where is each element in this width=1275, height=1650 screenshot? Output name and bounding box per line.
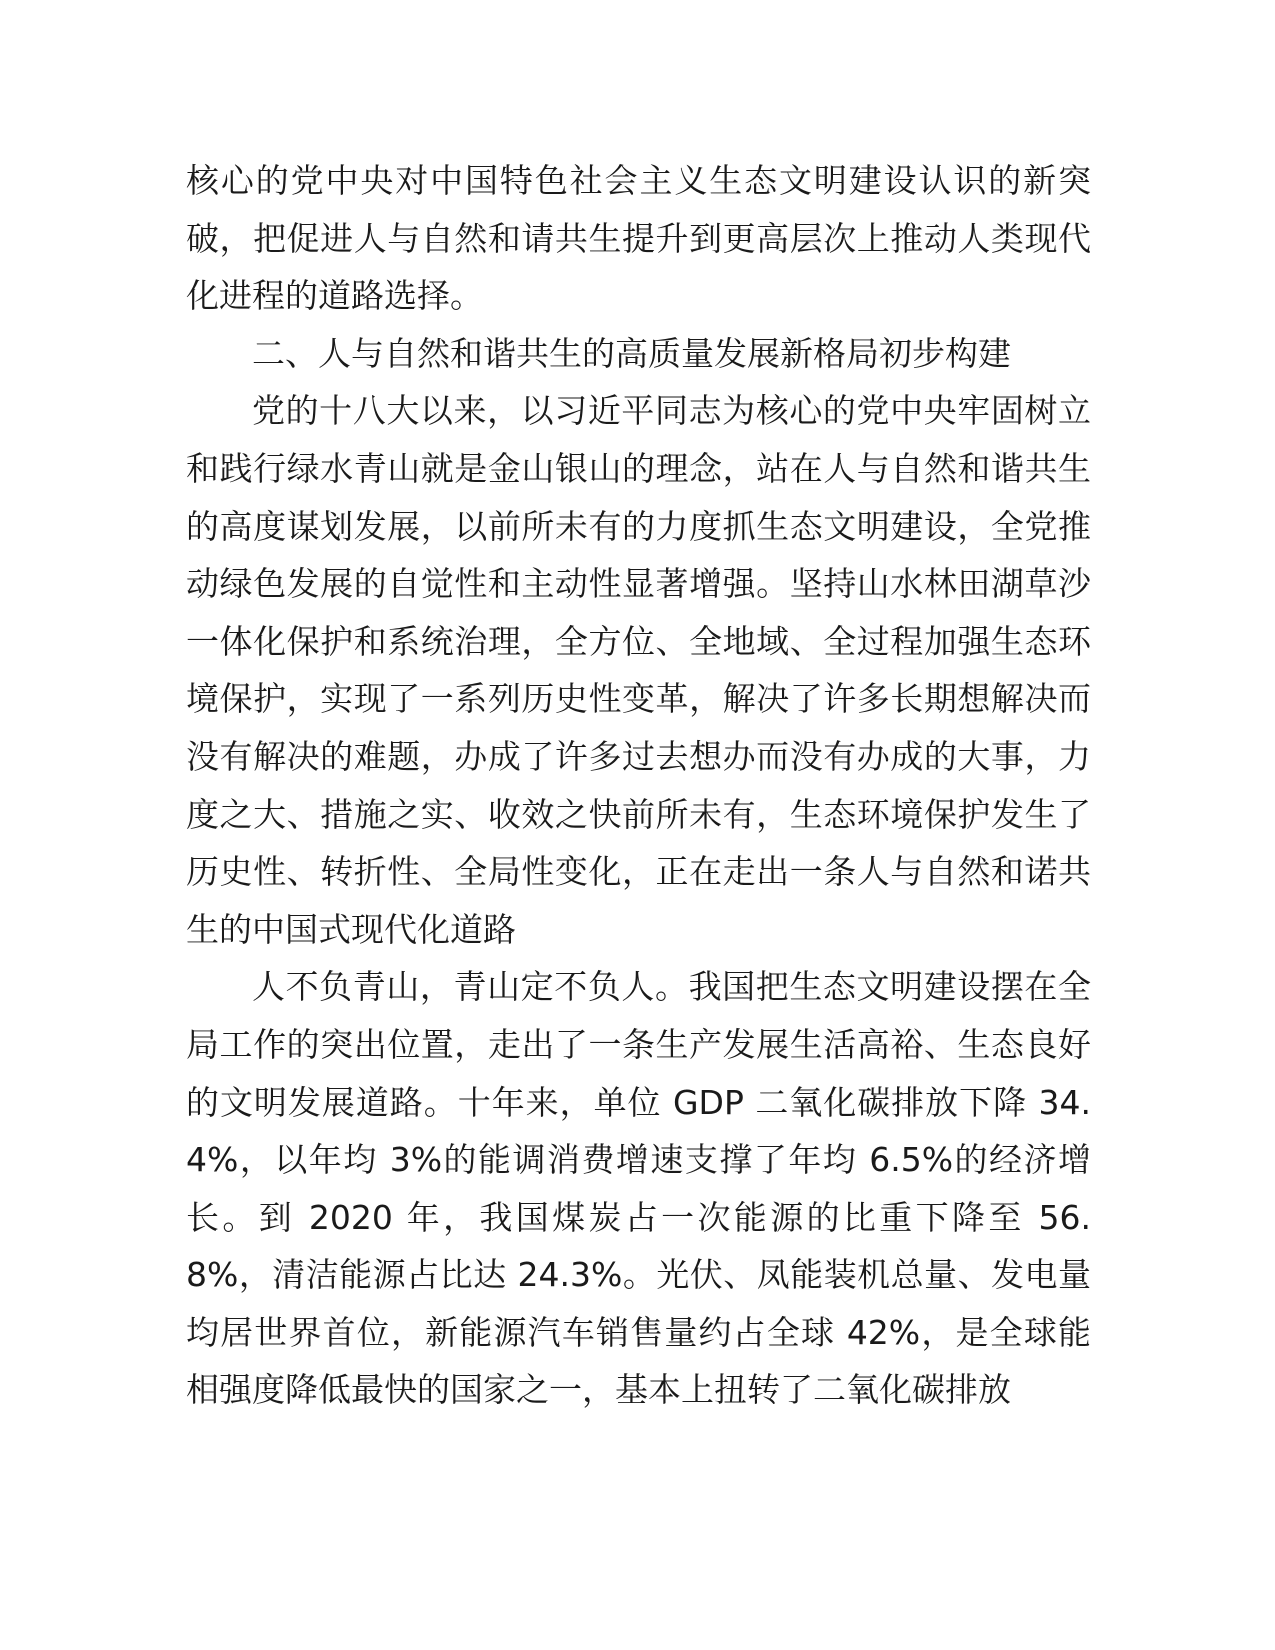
paragraph: 人不负青山，青山定不负人。我国把生态文明建设摆在全局工作的突出位置，走出了一条生产发展生活高裕、生态良好的文明发展道路。十年来，单位 GDP 二氧化碳排放下降 34.4%，以年均 3%的能调消费增速支撑了年均 6.5%的经济增长。到 2020 年，我国煤炭占一次能源的比重下降至 56.8%，清洁能源占比达 24.3%。光伏、凤能装机总量、发电量均居世界首位，新能源汽车销售量约占全球 42%，是全球能相强度降低最快的国家之一，基本上扭转了二氧化碳排放 — [186, 967, 1091, 1410]
paragraph-continuation: 核心的党中央对中国特色社会主义生态文明建设认识的新突破，把促进人与自然和请共生提升到更高层次上推动人类现代化进程的道路选择。 — [186, 161, 1091, 316]
section-heading: 二、人与自然和谐共生的高质量发展新格局初步构建 — [252, 333, 1011, 373]
paragraph: 党的十八大以来，以习近平同志为核心的党中央牢固树立和践行绿水青山就是金山银山的理念，站在人与自然和谐共生的高度谋划发展，以前所未有的力度抓生态文明建设，全党推动绿色发展的自觉性和主动性显著增强。坚持山水林田湖草沙一体化保护和系统治理，全方位、全地域、全过程加强生态环境保护，实现了一系列历史性变革，解决了许多长期想解决而没有解决的难题，办成了许多过去想办而没有办成的大事，力度之大、措施之实、收效之快前所未有，生态环境保护发生了历史性、转折性、全局性变化，正在走出一条人与自然和诺共生的中国式现代化道路 — [186, 391, 1091, 949]
document-body — [186, 152, 1091, 1419]
